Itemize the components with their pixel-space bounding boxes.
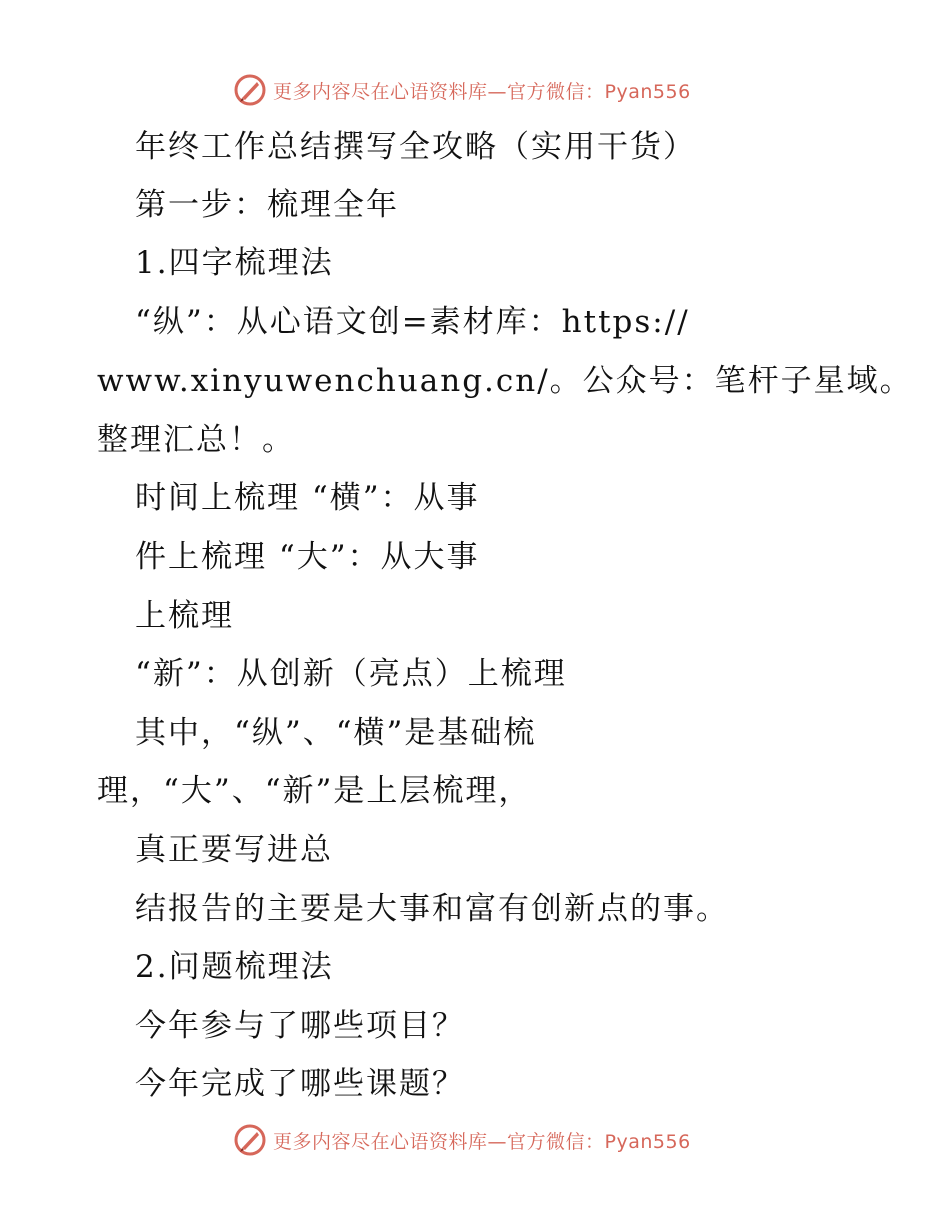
watermark-header [233, 72, 691, 108]
document-title: 年终工作总结撰写全攻略（实用干货） [135, 129, 696, 165]
body-line: 1.四字梳理法 [135, 245, 334, 281]
body-line: 时间上梳理 “横”：从事 [135, 480, 480, 516]
body-line: 其中，“纵”、“横”是基础梳 [135, 715, 537, 751]
body-line: 上梳理 [135, 598, 234, 634]
body-line: 整理汇总！。 [97, 422, 295, 458]
quill-logo-icon [233, 1123, 267, 1157]
body-line: 今年参与了哪些项目？ [135, 1008, 465, 1044]
watermark-footer [233, 1122, 691, 1158]
body-line: 结报告的主要是大事和富有创新点的事。 [135, 891, 729, 927]
watermark-text: 更多内容尽在心语资料库—官方微信：Pyan556 [273, 80, 691, 103]
quill-logo-icon [233, 73, 267, 107]
body-line: 件上梳理 “大”：从大事 [135, 539, 480, 575]
body-line: 理，“大”、“新”是上层梳理， [97, 773, 532, 809]
body-line: 2.问题梳理法 [135, 949, 334, 985]
body-line: 真正要写进总 [135, 832, 333, 868]
body-line: 第一步：梳理全年 [135, 187, 399, 223]
body-line: “纵”：从心语文创=素材库：https:// [135, 304, 690, 340]
body-line: www.xinyuwenchuang.cn/。公众号：笔杆子星域。 [97, 363, 913, 399]
body-line: 今年完成了哪些课题？ [135, 1066, 465, 1102]
watermark-text: 更多内容尽在心语资料库—官方微信：Pyan556 [273, 1130, 691, 1153]
body-line: “新”：从创新（亮点）上梳理 [135, 656, 567, 692]
